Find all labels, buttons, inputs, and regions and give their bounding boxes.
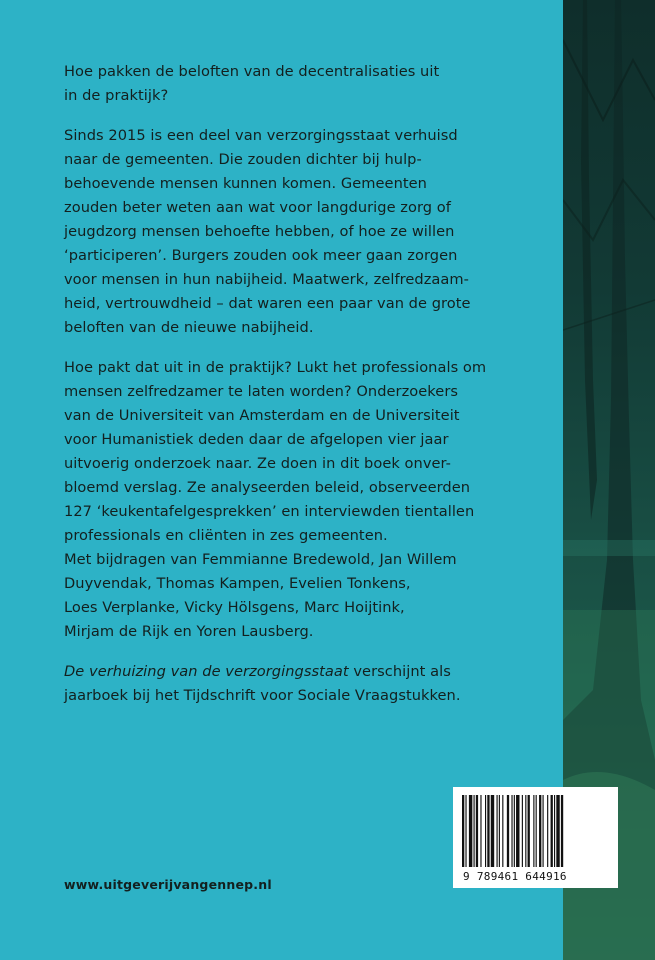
text-line: Duyvendak, Thomas Kampen, Evelien Tonkens,: [64, 575, 411, 592]
barcode-bar: [462, 795, 464, 867]
text-line: Loes Verplanke, Vicky Hölsgens, Marc Hoijtink,: [64, 599, 405, 616]
text-line: voor mensen in hun nabijheid. Maatwerk, zelfredzaam-: [64, 271, 469, 288]
barcode-bar: [561, 795, 563, 867]
text-line: mensen zelfredzamer te laten worden? Onderzoekers: [64, 383, 459, 400]
barcode-bar: [476, 795, 478, 867]
barcode-bar: [554, 795, 555, 867]
barcode-bar: [536, 795, 537, 867]
heading-line: Hoe pakken de beloften van de decentralisaties uit: [64, 63, 440, 80]
text-line: jaarboek bij het Tijdschrift voor Sociale Vraagstukken.: [64, 687, 461, 704]
paragraph-publication: [64, 660, 559, 708]
barcode-bar: [487, 795, 489, 867]
text-line: bloemd verslag. Ze analyseerden beleid, observeerden: [64, 479, 471, 496]
text-line: jeugdzorg mensen behoefte hebben, of hoe ze willen: [64, 223, 455, 240]
isbn-digits: 9 789461 644916: [463, 870, 567, 883]
barcode-bar: [480, 795, 481, 867]
text-line: van de Universiteit van Amsterdam en de Universiteit: [64, 407, 460, 424]
barcode-bar: [507, 795, 509, 867]
text-line: Hoe pakt dat uit in de praktijk? Lukt het professionals om: [64, 359, 487, 376]
text-line: Sinds 2015 is een deel van verzorgingsstaat verhuisd: [64, 127, 458, 144]
heading: [64, 60, 559, 108]
isbn-barcode: [453, 787, 618, 888]
text-line: professionals en cliënten in zes gemeenten.: [64, 527, 388, 544]
book-title: De verhuizing van de verzorgingsstaat: [64, 663, 349, 680]
publisher-website: www.uitgeverijvangennep.nl: [64, 877, 272, 892]
paragraph-intro: [64, 124, 559, 340]
barcode-bar: [547, 795, 548, 867]
barcode-bar: [511, 795, 512, 867]
barcode-bar: [539, 795, 541, 867]
barcode-bar: [522, 795, 523, 867]
barcode-bar: [525, 795, 526, 867]
paragraph-research: [64, 356, 559, 644]
barcode-bar: [528, 795, 530, 867]
text-line: voor Humanistiek deden daar de afgelopen vier jaar: [64, 431, 449, 448]
text-line: naar de gemeenten. Die zouden dichter bij hulp-: [64, 151, 422, 168]
text-line: Mirjam de Rijk en Yoren Lausberg.: [64, 623, 314, 640]
barcode-bar: [543, 795, 544, 867]
barcode-bar: [502, 795, 503, 867]
barcode-bar: [485, 795, 486, 867]
text-line: zouden beter weten aan wat voor langdurige zorg of: [64, 199, 451, 216]
barcode-bar: [465, 795, 466, 867]
text-line: behoevende mensen kunnen komen. Gemeenten: [64, 175, 427, 192]
text-line: uitvoerig onderzoek naar. Ze doen in dit boek onver-: [64, 455, 451, 472]
barcode-bar: [533, 795, 534, 867]
text-line: heid, vertrouwdheid – dat waren een paar van de grote: [64, 295, 471, 312]
barcode-bar: [469, 795, 472, 867]
barcode-bar: [491, 795, 494, 867]
barcode-bar: [516, 795, 519, 867]
text-line: [64, 660, 559, 684]
text-fragment: verschijnt als: [348, 663, 451, 680]
barcode-bar: [499, 795, 500, 867]
text-line: ‘participeren’. Burgers zouden ook meer gaan zorgen: [64, 247, 458, 264]
text-line: beloften van de nieuwe nabijheid.: [64, 319, 314, 336]
text-line: 127 ‘keukentafelgesprekken’ en interviewden tientallen: [64, 503, 475, 520]
barcode-bar: [556, 795, 559, 867]
back-cover-text: [64, 60, 559, 724]
barcode-bar: [474, 795, 475, 867]
barcode-bar: [551, 795, 553, 867]
barcode-bar: [514, 795, 515, 867]
text-line: Met bijdragen van Femmianne Bredewold, Jan Willem: [64, 551, 457, 568]
barcode-bars: [461, 795, 610, 869]
heading-line: in de praktijk?: [64, 87, 169, 104]
barcode-bar: [497, 795, 498, 867]
